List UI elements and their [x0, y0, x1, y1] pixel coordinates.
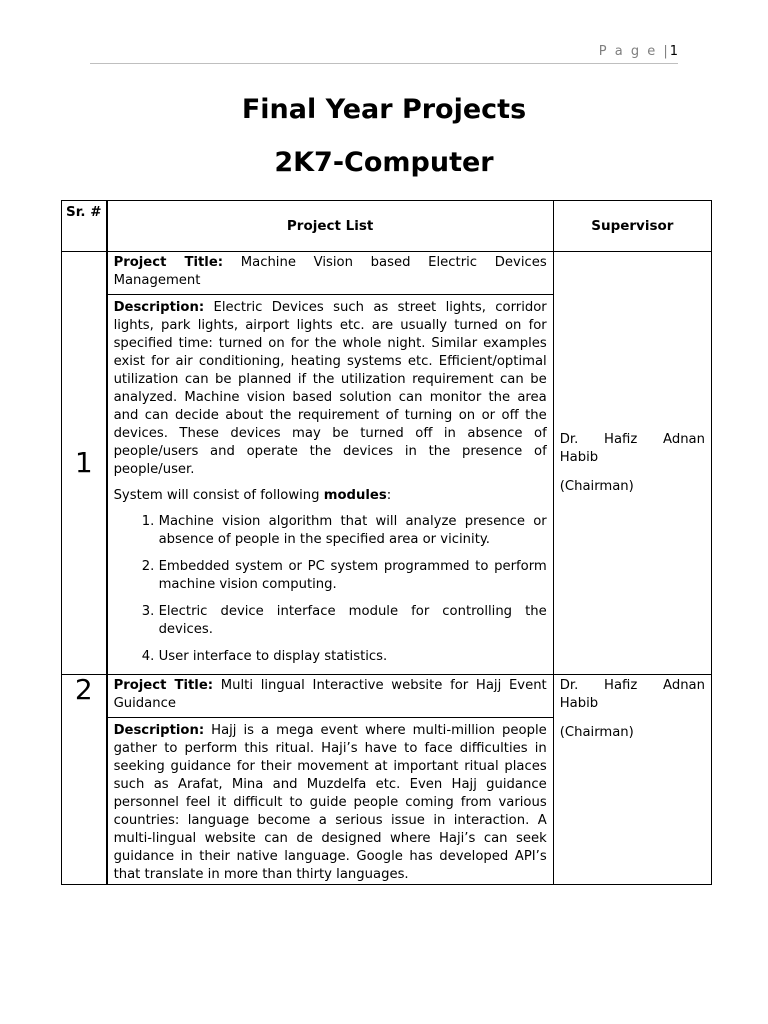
list-item: 2. Embedded system or PC system programmed to perform machine vision computing. — [159, 558, 547, 594]
project-description-cell — [107, 718, 554, 885]
project-title-label: Project Title: — [113, 678, 214, 693]
serial-number: 1 — [62, 252, 107, 675]
project-title: Multi lingual Interactive website for Hajj Event Guidance — [113, 678, 547, 711]
supervisor-name-line2: Habib — [559, 696, 599, 711]
table-header-row — [62, 201, 712, 252]
table-row — [62, 252, 712, 295]
supervisor-role: (Chairman) — [559, 725, 634, 740]
list-item: 1. Machine vision algorithm that will analyze presence or absence of people in the specified area or vicinity. — [159, 513, 547, 549]
supervisor-cell — [553, 675, 711, 885]
header-supervisor: Supervisor — [553, 201, 711, 252]
supervisor-name-line1: Dr. Hafiz Adnan — [559, 678, 705, 693]
project-title-label: Project Title: — [113, 255, 224, 270]
serial-number: 2 — [62, 675, 107, 885]
project-description-cell — [107, 295, 554, 675]
description-text: Electric Devices such as street lights, corridor lights, park lights, airport lights etc. are usually turned on for specified time: turned on for the whole night. Similar examples exist for air conditioning, heating systems etc. Efficient/optimal utilization can be planned if the utilization requirement can be analyzed. Machine vision based solution can monitor the area and can decide about the requirement of turning on or off the devices. These devices may be turned off in absence of people/users and operate the devices in the presence of people/user. — [113, 300, 547, 477]
supervisor-role: (Chairman) — [559, 478, 634, 494]
description-label: Description: — [113, 300, 205, 315]
supervisor-name-line1: Dr. Hafiz Adnan — [559, 431, 705, 447]
page-header — [599, 44, 678, 59]
header-divider — [90, 63, 678, 64]
supervisor-name-line2: Habib — [559, 449, 599, 465]
projects-table — [61, 200, 712, 885]
page-number: 1 — [669, 44, 678, 59]
page-label: P a g e | — [598, 44, 670, 59]
header-project-list: Project List — [107, 201, 554, 252]
project-title-cell — [107, 675, 554, 718]
modules-list — [114, 513, 547, 666]
supervisor-cell — [553, 252, 711, 675]
header-sr: Sr. # — [62, 201, 107, 252]
project-title-cell — [107, 252, 554, 295]
description-text: Hajj is a mega event where multi-million people gather to perform this ritual. Haji’s have to face difficulties in seeking guidance for their movement at important ritual places such as Arafat, Mina and Muzdelfa etc. Even Hajj guidance personnel feel it difficult to guide people coming from various countries: language become a serious issue in interaction. A multi-lingual website can de designed where Haji’s can seek guidance in their native language. Google has developed API’s that translate in more than thirty languages. — [113, 723, 547, 882]
table-row — [62, 675, 712, 718]
document-title: Final Year Projects — [241, 94, 527, 125]
description-label: Description: — [113, 723, 205, 738]
list-item: 4. User interface to display statistics. — [159, 648, 547, 666]
list-item: 3. Electric device interface module for controlling the devices. — [159, 603, 547, 639]
project-title: Machine Vision based Electric Devices Management — [113, 255, 547, 288]
document-subtitle: 2K7-Computer — [274, 147, 494, 178]
modules-intro: System will consist of following modules: — [113, 488, 392, 503]
